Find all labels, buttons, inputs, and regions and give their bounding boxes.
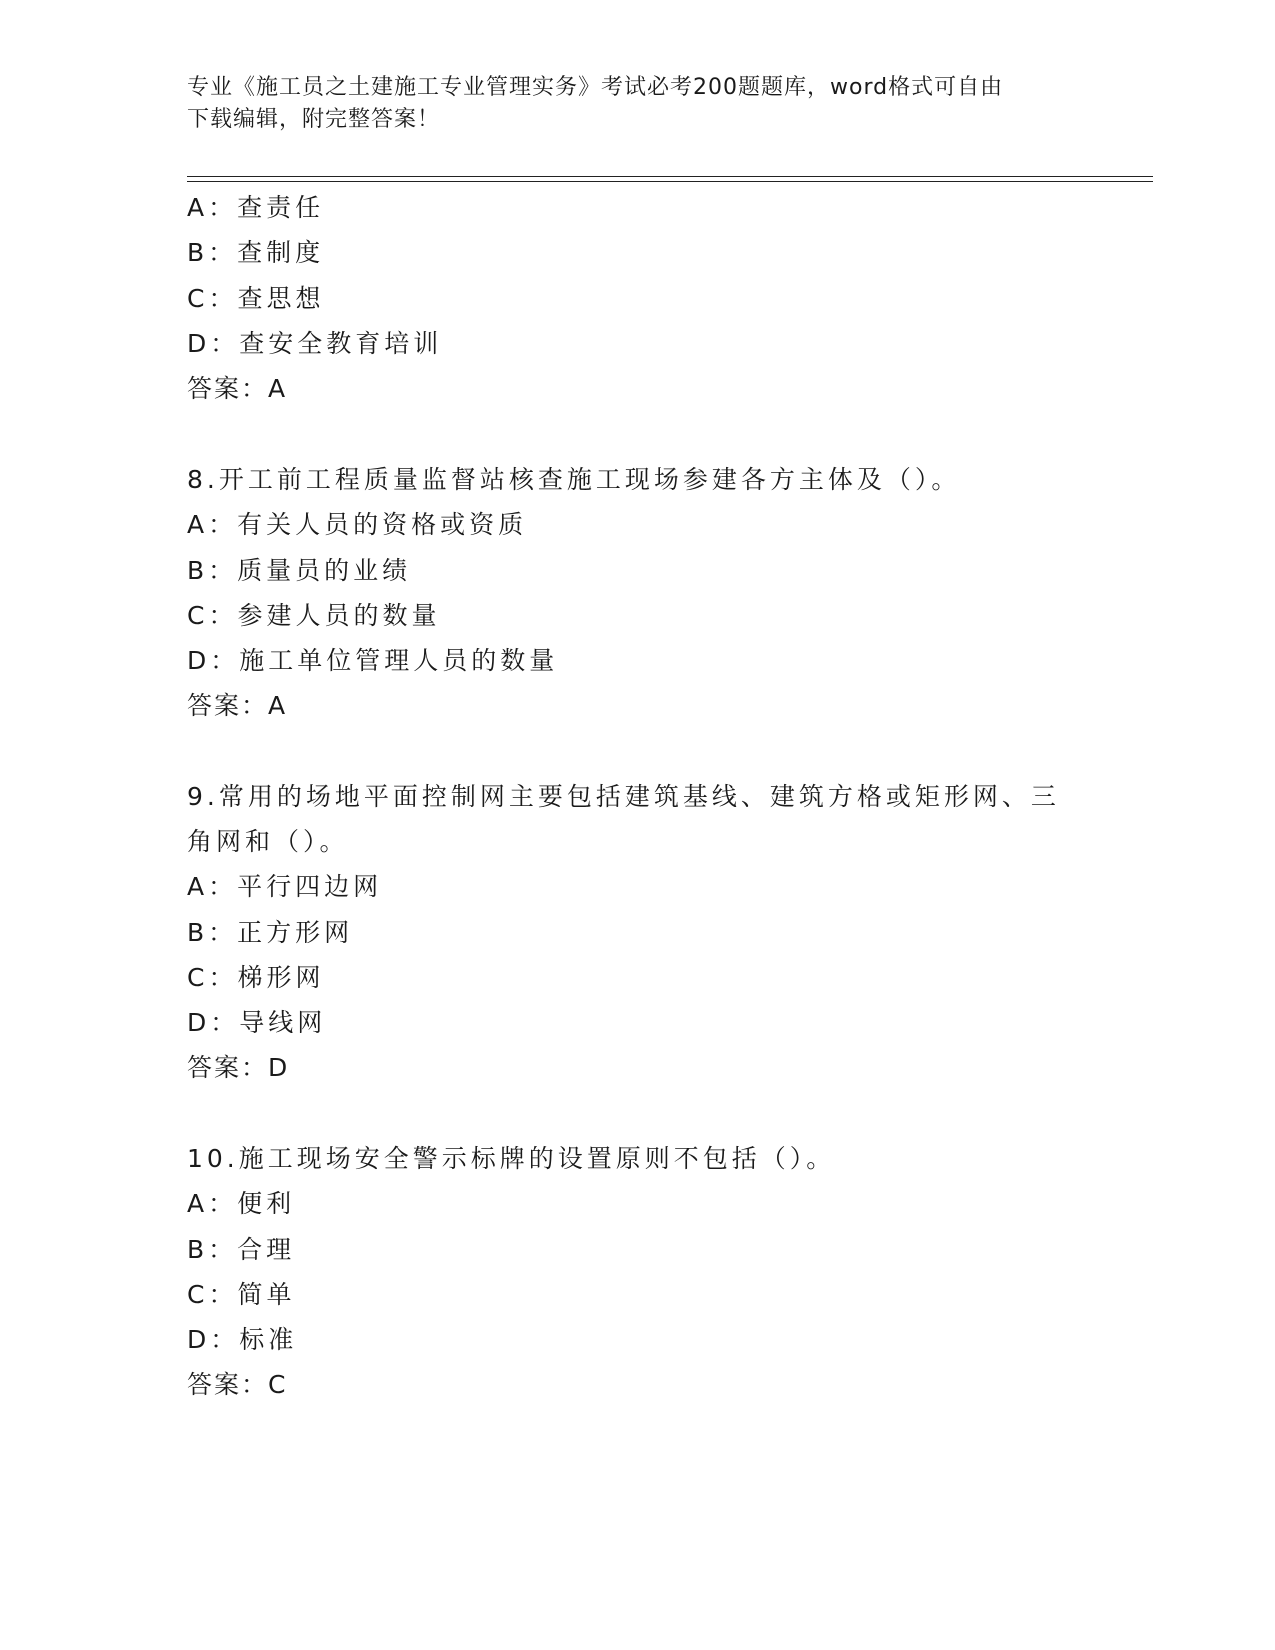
q8-option-c: C：参建人员的数量: [187, 601, 441, 630]
q9-option-b: B：正方形网: [187, 918, 354, 947]
q8-option-a: A：有关人员的资格或资质: [187, 510, 528, 539]
q9-question-line-2: 角网和（）。: [187, 827, 349, 856]
q9-option-c: C：梯形网: [187, 963, 325, 992]
q10-option-d: D：标准: [187, 1325, 298, 1354]
q9-answer: 答案：D: [187, 1053, 290, 1082]
header-divider-bottom: [187, 181, 1153, 182]
header-line-1: 专业《施工员之土建施工专业管理实务》考试必考200题题库，word格式可自由: [187, 75, 1004, 100]
q7-option-c: C：查思想: [187, 284, 325, 313]
document-header: [187, 72, 1067, 136]
q10-option-c: C：简单: [187, 1280, 296, 1309]
q8-question: 8.开工前工程质量监督站核查施工现场参建各方主体及（）。: [187, 465, 961, 494]
q7-option-d: D：查安全教育培训: [187, 329, 443, 358]
q7-option-a: A：查责任: [187, 193, 325, 222]
q7-option-b: B：查制度: [187, 238, 325, 267]
q10-question: 10.施工现场安全警示标牌的设置原则不包括（）。: [187, 1144, 836, 1173]
q8-option-d: D：施工单位管理人员的数量: [187, 646, 559, 675]
q7-answer: 答案：A: [187, 374, 288, 403]
q10-option-b: B：合理: [187, 1235, 296, 1264]
q9-option-a: A：平行四边网: [187, 872, 383, 901]
header-line-2: 下载编辑，附完整答案！: [187, 107, 441, 132]
q8-option-b: B：质量员的业绩: [187, 556, 412, 585]
q9-option-d: D：导线网: [187, 1008, 327, 1037]
q10-answer: 答案：C: [187, 1370, 288, 1399]
q8-answer: 答案：A: [187, 691, 288, 720]
header-divider-top: [187, 176, 1153, 177]
q9-question-line-1: 9.常用的场地平面控制网主要包括建筑基线、建筑方格或矩形网、三: [187, 782, 1060, 811]
q10-option-a: A：便利: [187, 1189, 296, 1218]
